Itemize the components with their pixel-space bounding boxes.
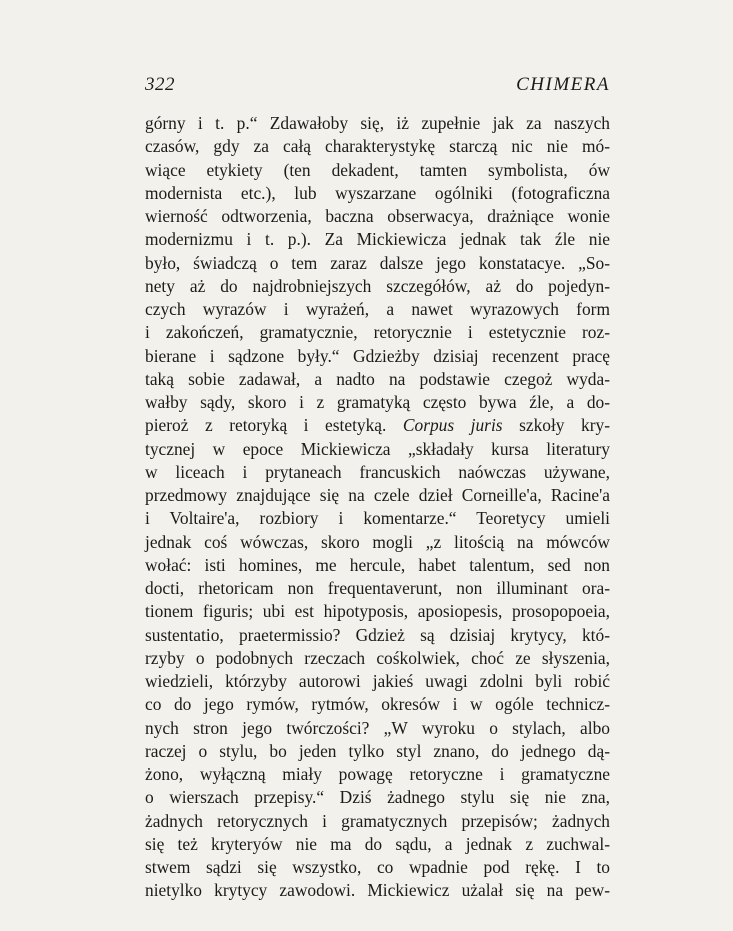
text-line: modernizmu i t. p.). Za Mickiewicza jednak tak źle nie <box>145 229 610 250</box>
text-line: modernista etc.), lub wyszarzane ogólniki (fotograficzna <box>145 182 610 203</box>
text-line: jednak coś wówczas, skoro mogli „z litością na mówców <box>145 531 610 552</box>
text-line: czych wyrazów i wyrażeń, a nawet wyrazowych form <box>145 299 610 319</box>
text-line: co do jego rymów, rytmów, okresów i w ogóle technicz- <box>145 694 610 715</box>
text-line: taką sobie zadawał, a nadto na podstawie czegoż wyda- <box>145 368 610 389</box>
text-line: nety aż do najdrobniejszych szczegółów, aż do pojedyn- <box>145 275 610 296</box>
text-line-mixed <box>145 414 610 437</box>
text-line: i Voltaire'a, rozbiory i komentarze.“ Teoretycy umieli <box>145 508 610 529</box>
text-line: przedmowy znajdujące się na czele dzieł Corneille'a, Racine'a <box>145 485 610 505</box>
text-line: czasów, gdy za całą charakterystykę starczą nic nie mó- <box>145 136 610 157</box>
text-line: górny i t. p.“ Zdawałoby się, iż zupełnie jak za naszych <box>145 113 610 133</box>
text-line: nietylko krytycy zawodowi. Mickiewicz użalał się na pew- <box>145 880 610 901</box>
text-line: się też kryteryów nie ma do sądu, a jednak z zuchwal- <box>145 833 610 854</box>
text-line: wałby sądy, skoro i z gramatyką często bywa źle, a do- <box>145 392 610 412</box>
text-line: rzyby o podobnych rzeczach cośkolwiek, choć ze słyszenia, <box>145 647 610 668</box>
text-line: raczej o stylu, bo jeden tylko styl znano, do jednego dą- <box>145 740 610 761</box>
text-line: i zakończeń, gramatycznie, retorycznie i estetycznie roz- <box>145 322 610 343</box>
text-line: tionem figuris; ubi est hipotyposis, aposiopesis, prosopopoeia, <box>145 601 610 622</box>
text-line: nych stron jego twórczości? „W wyroku o stylach, albo <box>145 717 610 738</box>
text-line: tycznej w epoce Mickiewicza „składały kursa literatury <box>145 438 610 459</box>
text-line: sustentatio, praetermissio? Gdzież są dzisiaj krytycy, któ- <box>145 624 610 645</box>
running-title: CHIMERA <box>516 74 610 95</box>
text-line: wiedzieli, którzyby autorowi jakieś uwagi zdolni byli robić <box>145 671 610 691</box>
italic-phrase: Corpus juris <box>402 415 503 436</box>
text-line: żono, wyłączną miały powagę retoryczne i gramatyczne <box>145 764 610 784</box>
text-line: było, świadczą o tem zaraz dalsze jego konstatacye. „So- <box>145 252 610 273</box>
text-line: o wierszach przepisy.“ Dziś żadnego stylu się nie zna, <box>145 787 610 808</box>
page-header <box>145 74 610 100</box>
text-line: wiące etykiety (ten dekadent, tamten symbolista, ów <box>145 159 610 180</box>
page-number: 322 <box>145 74 175 95</box>
text-line-end: szkoły kry- <box>519 415 610 436</box>
text-line-start: pieroż z retoryką i estetyką. <box>145 415 387 436</box>
body-text <box>145 112 610 903</box>
text-line: bierane i sądzone były.“ Gdzieżby dzisiaj recenzent pracę <box>145 345 610 366</box>
text-line: stwem sądzi się wszystko, co wpadnie pod rękę. I to <box>145 857 610 877</box>
text-line: wierność odtworzenia, baczna obserwacya, drażniące wonie <box>145 206 610 226</box>
text-line: w liceach i prytaneach francuskich naówczas używane, <box>145 461 610 482</box>
text-line: docti, rhetoricam non frequentaverunt, non illuminant ora- <box>145 578 610 598</box>
text-line: wołać: isti homines, me hercule, habet talentum, sed non <box>145 554 610 575</box>
text-line: żadnych retorycznych i gramatycznych przepisów; żadnych <box>145 810 610 831</box>
